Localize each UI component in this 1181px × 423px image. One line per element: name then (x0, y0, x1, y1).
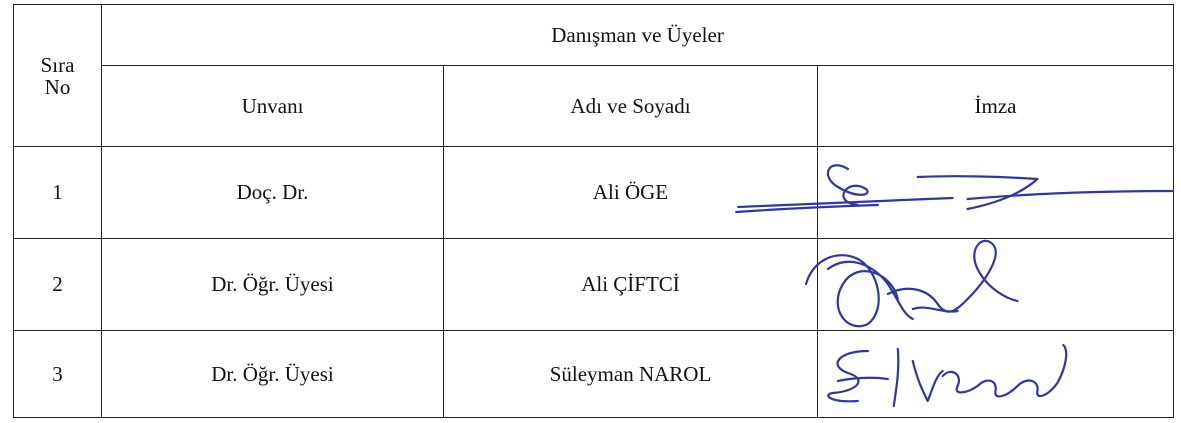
ad-soyad-column-header: Adı ve Soyadı (444, 66, 818, 147)
signature-image (818, 147, 1173, 238)
row-unvan: Dr. Öğr. Üyesi (102, 331, 444, 418)
table-row (14, 147, 1174, 239)
row-signature-cell (818, 331, 1174, 418)
sira-no-header-line1: Sıra (40, 52, 75, 77)
row-unvan: Dr. Öğr. Üyesi (102, 239, 444, 331)
table-row (14, 239, 1174, 331)
row-signature-cell (818, 147, 1174, 239)
signature-image (818, 331, 1173, 417)
imza-column-header: İmza (818, 66, 1174, 147)
row-number: 3 (14, 331, 102, 418)
table-row (14, 331, 1174, 418)
row-unvan: Doç. Dr. (102, 147, 444, 239)
signature-image (818, 239, 1173, 330)
group-title-header: Danışman ve Üyeler (102, 5, 1174, 66)
row-ad-soyad: Ali ÇİFTCİ (444, 239, 818, 331)
row-ad-soyad: Süleyman NAROL (444, 331, 818, 418)
committee-signature-table (13, 4, 1174, 418)
unvan-column-header: Unvanı (102, 66, 444, 147)
sira-no-header (14, 5, 102, 147)
row-number: 1 (14, 147, 102, 239)
sira-no-header-line2: No (44, 74, 71, 99)
row-signature-cell (818, 239, 1174, 331)
row-number: 2 (14, 239, 102, 331)
row-ad-soyad: Ali ÖGE (444, 147, 818, 239)
